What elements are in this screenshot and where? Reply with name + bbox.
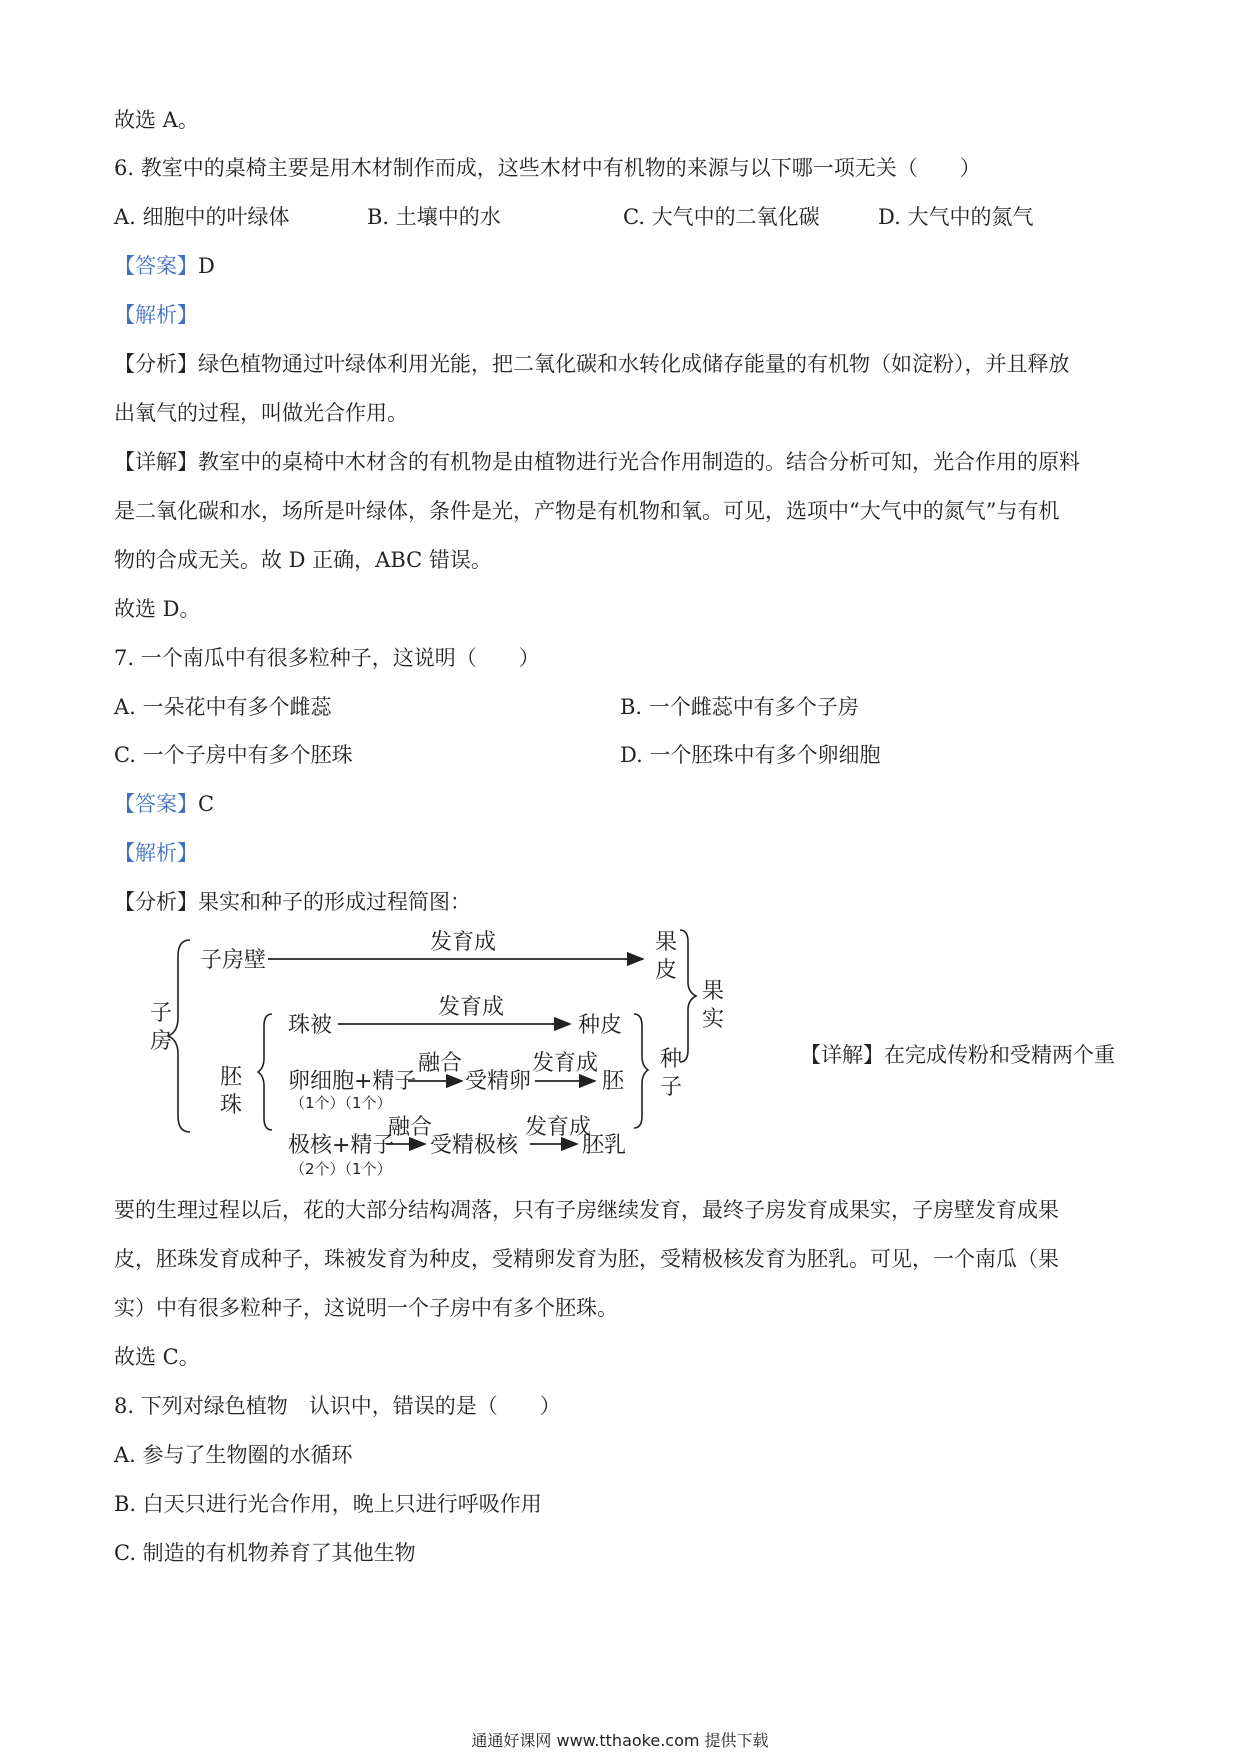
detail-text: 在完成传粉和受精两个重: [884, 1043, 1115, 1067]
q6-option-a: A. 细胞中的叶绿体: [114, 205, 290, 229]
q6-analysis-cont: 出氧气的过程，叫做光合作用。: [114, 401, 408, 425]
q8-option-b: B. 白天只进行光合作用，晚上只进行呼吸作用: [114, 1492, 542, 1516]
label-develop-3: 发育成: [532, 1051, 599, 1076]
q7-detail-cont-1: 要的生理过程以后，花的大部分结构凋落，只有子房继续发育，最终子房发育成果实，子房壁发育成果: [114, 1198, 1059, 1222]
analysis-label: 【分析】: [114, 890, 198, 914]
label-peizhu-1: 胚: [220, 1065, 243, 1090]
q7-answer: [114, 790, 214, 818]
label-zifang-2: 房: [150, 1029, 173, 1054]
label-zifang-1: 子: [150, 1001, 173, 1026]
q7-option-c: C. 一个子房中有多个胚珠: [114, 743, 353, 767]
label-peiru: 胚乳: [582, 1133, 627, 1158]
q8-option-c: C. 制造的有机物养育了其他生物: [114, 1541, 416, 1565]
answer-value: C: [198, 792, 215, 816]
answer-value: D: [198, 254, 215, 278]
text-line: 故选 A。: [114, 108, 199, 132]
label-fuse-2: 融合: [388, 1115, 433, 1140]
q7-option-b: B. 一个雌蕊中有多个子房: [620, 695, 859, 719]
q6-detail-cont-1: 是二氧化碳和水，场所是叶绿体，条件是光，产物是有机物和氧。可见，选项中“大气中的氮气”与有机: [114, 499, 1060, 523]
detail-label: 【详解】: [800, 1043, 884, 1067]
label-luanxibao-jingzi: 卵细胞+精子: [288, 1069, 417, 1094]
question-7: 7. 一个南瓜中有很多粒种子，这说明（ ）: [114, 646, 540, 670]
q7-detail: [800, 1041, 1115, 1069]
q6-detail-cont-2: 物的合成无关。故 D 正确，ABC 错误。: [114, 548, 492, 572]
question-6: 6. 教室中的桌椅主要是用木材制作而成，这些木材中有机物的来源与以下哪一项无关（ ）: [114, 156, 981, 180]
q6-option-b: B. 土壤中的水: [367, 205, 501, 229]
q7-detail-cont-3: 实）中有很多粒种子，这说明一个子房中有多个胚珠。: [114, 1296, 618, 1320]
label-peizhu-2: 珠: [220, 1093, 243, 1118]
label-develop-4: 发育成: [525, 1115, 592, 1140]
label-zhongpi: 种皮: [578, 1013, 623, 1038]
label-develop-1: 发育成: [430, 930, 497, 955]
label-guoshi-2: 实: [702, 1007, 725, 1032]
label-zhongzi-2: 子: [660, 1075, 683, 1100]
explain-label: 【解析】: [114, 841, 198, 865]
page-footer: 通通好课网 www.tthaoke.com 提供下载: [471, 1731, 769, 1750]
question-8: 8. 下列对绿色植物 认识中，错误的是（ ）: [114, 1394, 561, 1418]
label-one-one: （1个）（1个）: [290, 1094, 392, 1112]
label-pei: 胚: [602, 1069, 625, 1094]
answer-label: 【答案】: [114, 792, 198, 816]
q6-option-d: D. 大气中的氮气: [878, 205, 1034, 229]
analysis-text: 绿色植物通过叶绿体利用光能，把二氧化碳和水转化成储存能量的有机物（如淀粉），并且释放: [198, 352, 1070, 376]
label-shoujingluan: 受精卵: [465, 1069, 532, 1094]
q6-choice: 故选 D。: [114, 597, 201, 621]
q6-analysis: [114, 350, 1070, 378]
label-guopi-1: 果: [655, 930, 678, 955]
label-zhongzi-1: 种: [660, 1047, 683, 1072]
label-guopi-2: 皮: [655, 958, 678, 983]
label-develop-2: 发育成: [438, 995, 505, 1020]
q7-detail-cont-2: 皮，胚珠发育成种子，珠被发育为种皮，受精卵发育为胚，受精极核发育为胚乳。可见，一个南瓜（果: [114, 1247, 1059, 1271]
answer-label: 【答案】: [114, 254, 198, 278]
q6-answer: [114, 252, 215, 280]
analysis-text: 果实和种子的形成过程简图：: [198, 890, 471, 914]
label-zhubei: 珠被: [288, 1013, 333, 1038]
detail-label: 【详解】: [114, 450, 198, 474]
label-jihe-jingzi: 极核+精子: [288, 1133, 395, 1158]
q7-option-a: A. 一朵花中有多个雌蕊: [114, 695, 332, 719]
q7-analysis: [114, 888, 471, 916]
label-zifangbi: 子房壁: [200, 948, 267, 973]
label-fuse-1: 融合: [418, 1051, 463, 1076]
q8-option-a: A. 参与了生物圈的水循环: [114, 1443, 353, 1467]
q6-detail: [114, 448, 1080, 476]
label-two-one: （2个）（1个）: [290, 1160, 392, 1178]
analysis-label: 【分析】: [114, 352, 198, 376]
fruit-seed-formation-diagram: [140, 918, 725, 1180]
q7-option-d: D. 一个胚珠中有多个卵细胞: [620, 743, 881, 767]
label-guoshi-1: 果: [702, 979, 725, 1004]
explain-label: 【解析】: [114, 303, 198, 327]
detail-text: 教室中的桌椅中木材含的有机物是由植物进行光合作用制造的。结合分析可知，光合作用的原料: [198, 450, 1080, 474]
label-shoujingjihe: 受精极核: [430, 1133, 519, 1158]
q7-choice: 故选 C。: [114, 1345, 200, 1369]
q6-option-c: C. 大气中的二氧化碳: [623, 205, 820, 229]
